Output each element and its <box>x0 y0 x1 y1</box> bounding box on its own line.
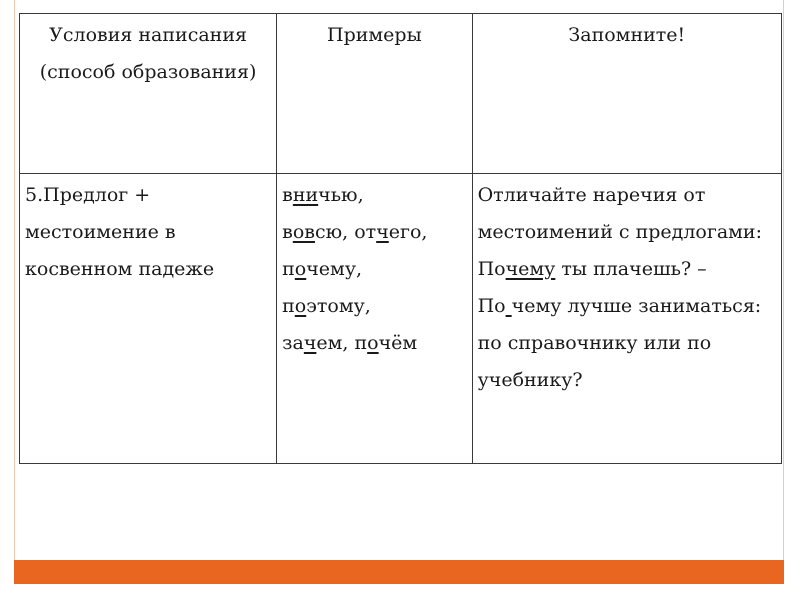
example-line <box>282 177 466 214</box>
table-header-row <box>20 14 782 174</box>
table-row <box>20 174 782 464</box>
underlined-part: о <box>294 258 307 280</box>
cell-examples <box>277 174 472 464</box>
example-line <box>282 251 466 288</box>
header-conditions: Условия написания (способ образования) <box>20 14 277 174</box>
cell-remember <box>472 174 781 464</box>
remember-example-2: По чему лучше заниматься: по справочнику или по учебнику? <box>477 295 762 391</box>
bottom-accent-bar <box>14 560 784 584</box>
underlined-part: ов <box>292 221 315 243</box>
header-remember: Запомните! <box>472 14 781 174</box>
underlined-part: чему <box>505 258 556 280</box>
underlined-part: о <box>367 332 379 354</box>
example-word: поэтому, <box>282 295 371 317</box>
underlined-part: о <box>294 295 307 317</box>
cell-condition: 5.Предлог + местоимение в косвенном падеже <box>20 174 277 464</box>
example-word: зачем, <box>282 332 355 354</box>
example-word: почём <box>354 332 418 354</box>
example-word: вовсю, <box>282 221 355 243</box>
example-word: отчего, <box>354 221 428 243</box>
rules-table <box>19 13 782 464</box>
underlined-part: ч <box>376 221 389 243</box>
example-word: вничью, <box>282 184 364 206</box>
example-line <box>282 325 466 362</box>
header-examples: Примеры <box>277 14 472 174</box>
example-line <box>282 288 466 325</box>
example-line <box>282 214 466 251</box>
underlined-part: ни <box>292 184 319 206</box>
remember-example-1: Почему ты плачешь? – <box>477 258 707 280</box>
underlined-part: ч <box>303 332 317 354</box>
example-word: почему, <box>282 258 363 280</box>
remember-intro: Отличайте наречия от местоимений с предлогами: <box>477 184 762 243</box>
